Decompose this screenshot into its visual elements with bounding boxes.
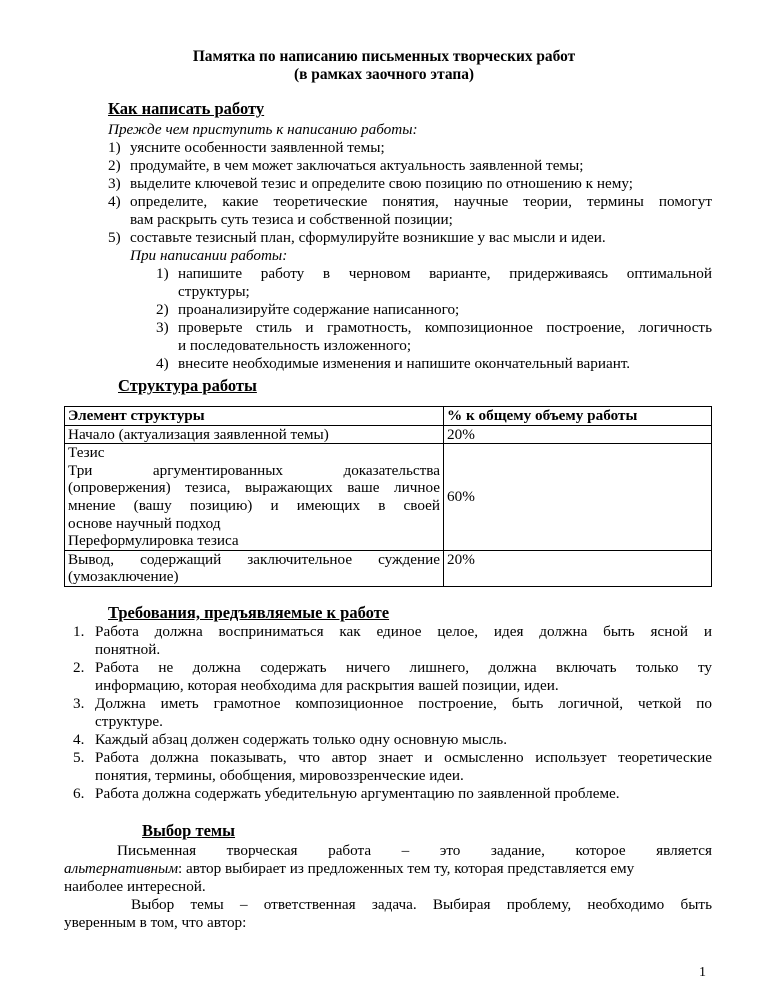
table-cell: 20%: [444, 550, 712, 586]
table-row: [65, 550, 712, 586]
title-line-1: Памятка по написанию письменных творческих работ: [192, 48, 576, 65]
list-item-number: 3): [156, 319, 169, 336]
list-item-number: 3): [108, 175, 121, 192]
list-item-text: продумайте, в чем может заключаться актуальность заявленной темы;: [130, 157, 584, 174]
list-item-text-cont: и последовательность изложенного;: [178, 337, 412, 354]
cell-line: Три аргументированных доказательства: [68, 461, 440, 479]
table-cell: [65, 444, 444, 551]
list-item-number: 4): [156, 355, 169, 372]
list-item-text-cont: понятия, термины, обобщения, мировоззренческие идеи.: [95, 767, 464, 784]
paragraph-line: Письменная творческая работа – это задание, которое является: [117, 842, 712, 859]
list-item-text: уясните особенности заявленной темы;: [130, 139, 385, 156]
list-item-number: 4.: [73, 731, 85, 748]
cell-line: Тезис: [68, 444, 105, 462]
list-item-text: определите, какие теоретические понятия, научные теории, термины помогут: [130, 193, 712, 210]
table-header-row: [65, 407, 712, 426]
document-title: [0, 48, 768, 84]
table-header-cell: Элемент структуры: [65, 407, 444, 426]
table-row: [65, 425, 712, 444]
section1-intro: Прежде чем приступить к написанию работы:: [108, 121, 418, 138]
list-item-text-cont: вам раскрыть суть тезиса и собственной позиции;: [130, 211, 453, 228]
list-item-text: проанализируйте содержание написанного;: [178, 301, 460, 318]
list-item-text-cont: понятной.: [95, 641, 161, 658]
table-cell: [65, 550, 444, 586]
page-number: 1: [699, 965, 706, 980]
cell-line: Переформулировка тезиса: [68, 532, 239, 550]
paragraph-line: наиболее интересной.: [64, 878, 206, 895]
section-heading-topic-choice: Выбор темы: [142, 821, 236, 840]
paragraph-line: Выбор темы – ответственная задача. Выбирая проблему, необходимо быть: [131, 896, 712, 913]
cell-line: мнение (вашу позицию) и имеющих в своей: [68, 496, 440, 514]
list-item-text: составьте тезисный план, сформулируйте возникшие у вас мысли и идеи.: [130, 229, 606, 246]
table-cell: [65, 425, 444, 444]
list-item-number: 3.: [73, 695, 85, 712]
list-item-text: Должна иметь грамотное композиционное построение, быть логичной, четкой по: [95, 695, 712, 712]
list-item-number: 2): [108, 157, 121, 174]
list-item-text: Работа не должна содержать ничего лишнего, должна включать только ту: [95, 659, 712, 676]
table-cell: 60%: [444, 444, 712, 551]
list-item-number: 4): [108, 193, 121, 210]
list-item-text-cont: структуры;: [178, 283, 250, 300]
cell-line: (умозаключение): [68, 568, 179, 586]
table-header-cell: % к общему объему работы: [444, 407, 712, 426]
table-cell: 20%: [444, 425, 712, 444]
cell-line: (опровержения) тезиса, выражающих ваше личное: [68, 479, 440, 497]
cell-line: Вывод, содержащий заключительное суждение: [68, 550, 440, 568]
section1-intro2: При написании работы:: [130, 247, 288, 264]
paragraph-text: : автор выбирает из предложенных тем ту, которая представляется ему: [178, 860, 635, 877]
list-item-number: 2): [156, 301, 169, 318]
list-item-text: Работа должна содержать убедительную аргументацию по заявленной проблеме.: [95, 785, 620, 802]
list-item-number: 1.: [73, 623, 85, 640]
paragraph-line: уверенным в том, что автор:: [64, 914, 247, 931]
list-item-number: 6.: [73, 785, 85, 802]
list-item-text: Работа должна показывать, что автор знает и осмысленно использует теоретические: [95, 749, 712, 766]
paragraph-line: [64, 860, 634, 878]
cell-line: основе научный подход: [68, 514, 221, 532]
list-item-number: 1): [108, 139, 121, 156]
list-item-text: внесите необходимые изменения и напишите окончательный вариант.: [178, 355, 631, 372]
list-item-text: выделите ключевой тезис и определите свою позицию по отношению к нему;: [130, 175, 633, 192]
list-item-text-cont: структуре.: [95, 713, 163, 730]
section-heading-structure: Структура работы: [118, 376, 257, 395]
list-item-text: проверьте стиль и грамотность, композиционное построение, логичность: [178, 319, 712, 336]
section-heading-requirements: Требования, предъявляемые к работе: [108, 603, 390, 622]
list-item-text-cont: информацию, которая необходима для раскрытия вашей позиции, идеи.: [95, 677, 559, 694]
list-item-number: 1): [156, 265, 169, 282]
list-item-text: Каждый абзац должен содержать только одну основную мысль.: [95, 731, 508, 748]
section-heading-how-to-write: Как написать работу: [108, 99, 265, 118]
list-item-number: 2.: [73, 659, 85, 676]
list-item-number: 5): [108, 229, 121, 246]
structure-table: [64, 406, 712, 587]
cell-line: Начало (актуализация заявленной темы): [68, 425, 329, 443]
list-item-number: 5.: [73, 749, 85, 766]
italic-term: альтернативным: [64, 860, 179, 877]
title-line-2: (в рамках заочного этапа): [293, 66, 475, 83]
list-item-text: напишите работу в черновом варианте, придерживаясь оптимальной: [178, 265, 712, 282]
list-item-text: Работа должна восприниматься как единое целое, идея должна быть ясной и: [95, 623, 712, 640]
table-row: [65, 444, 712, 551]
